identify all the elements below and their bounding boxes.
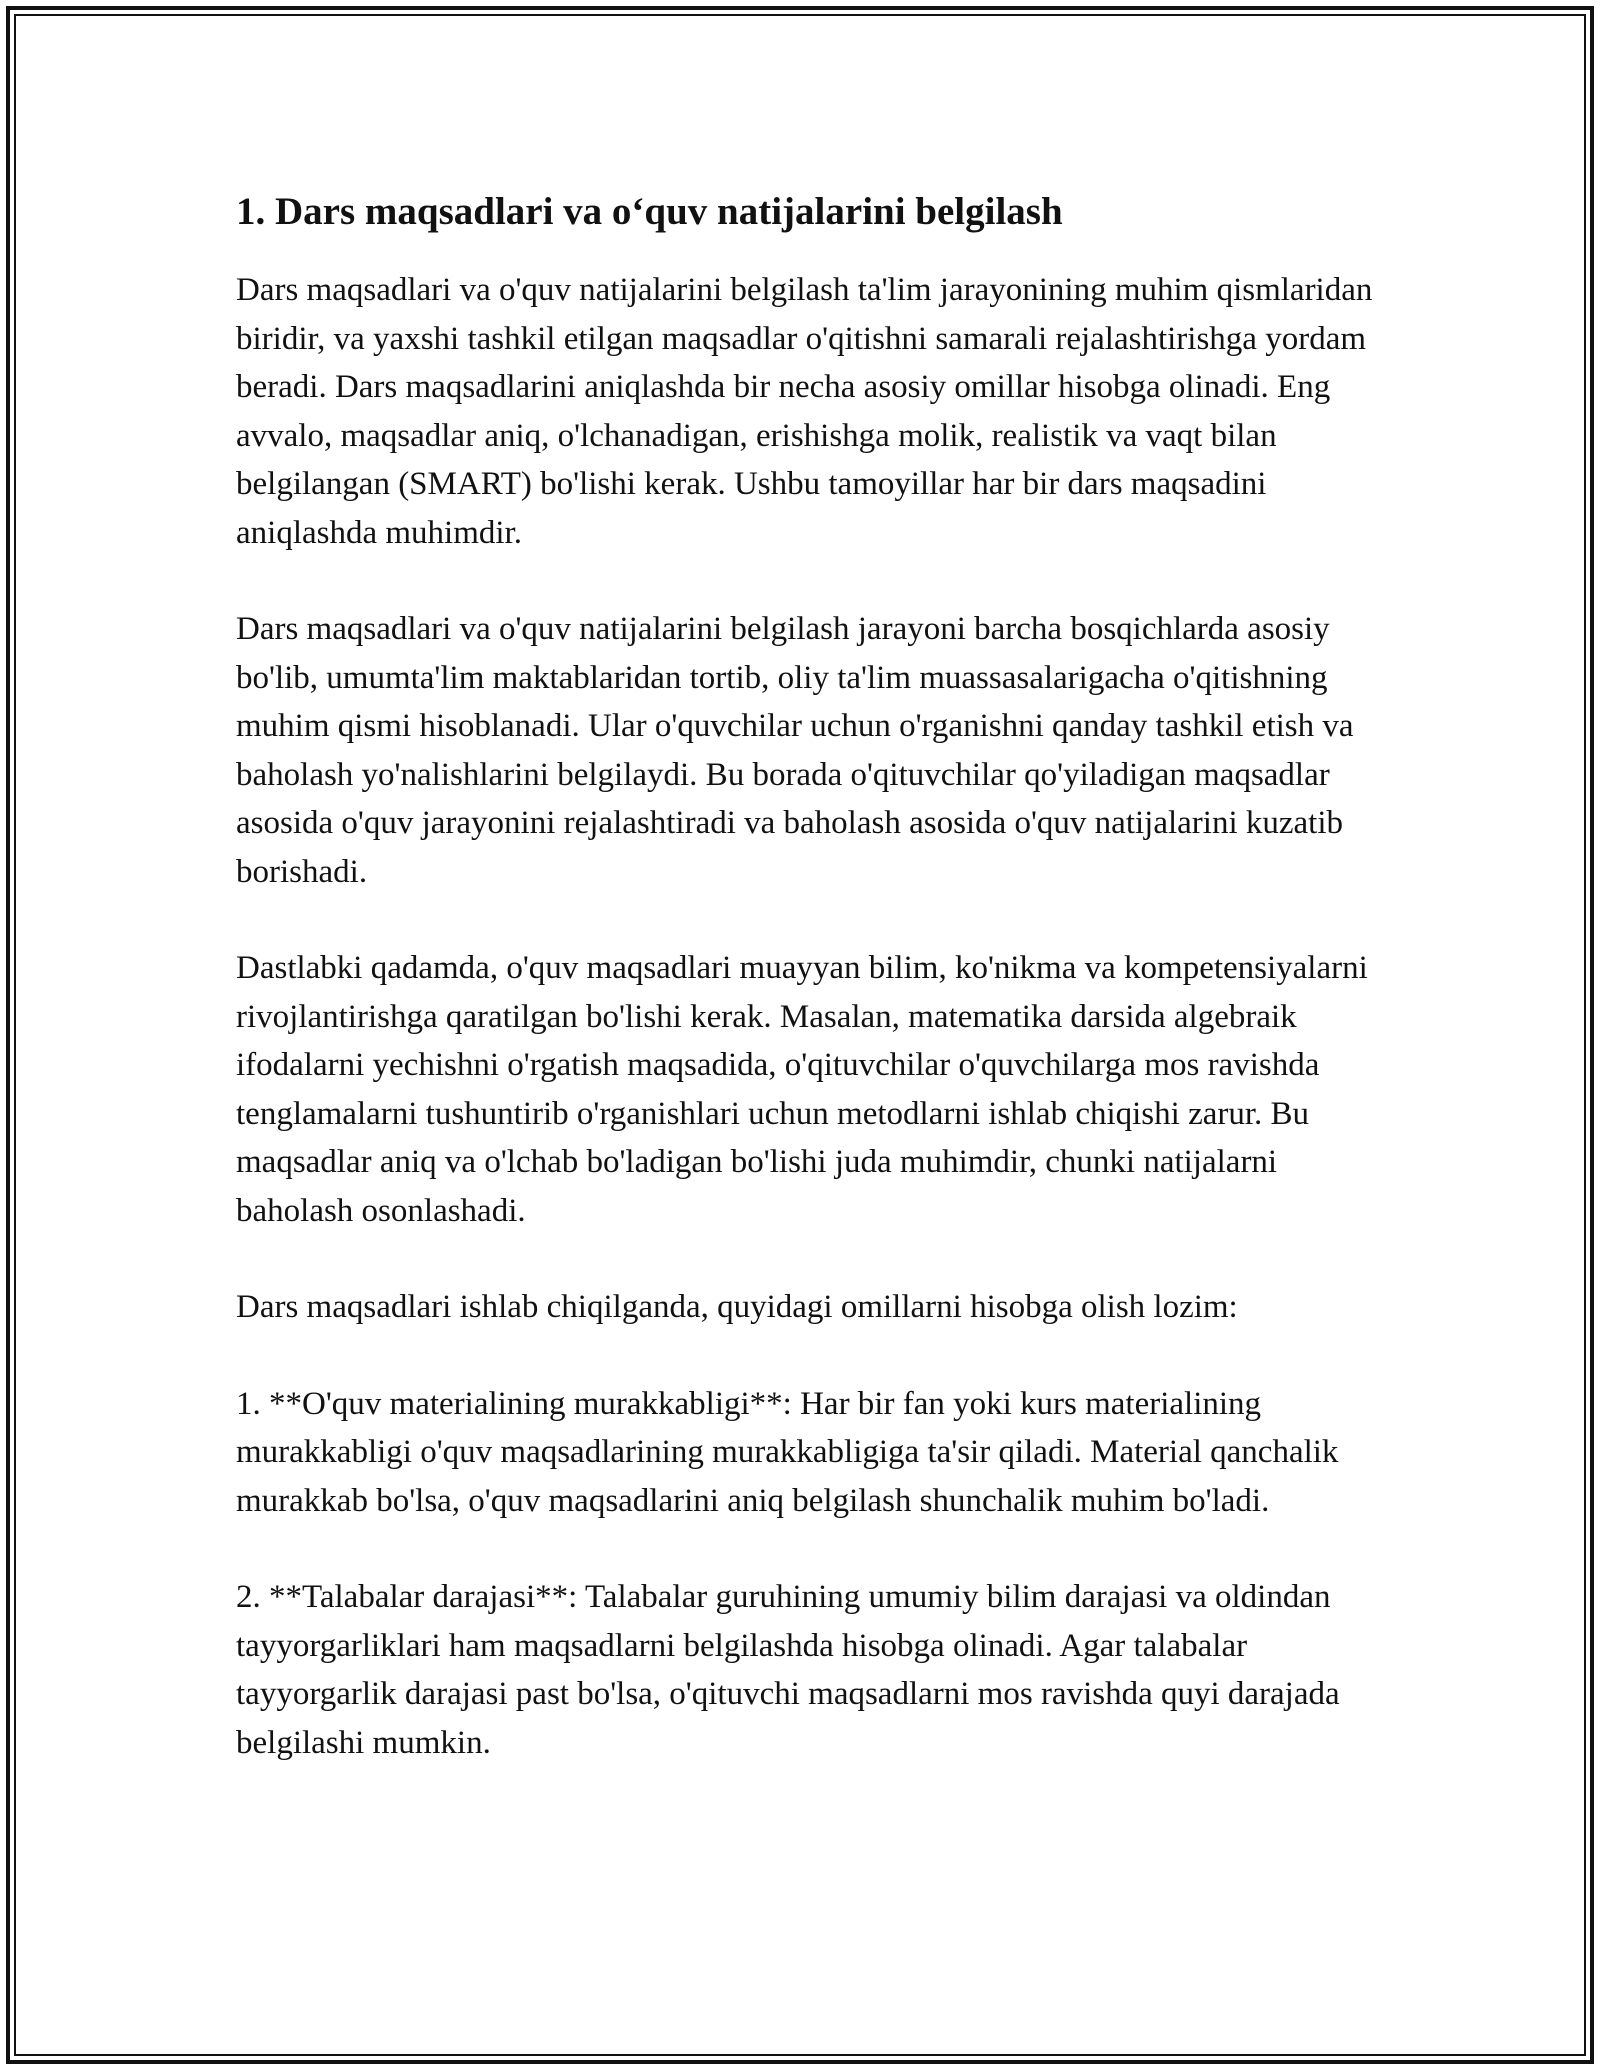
section-heading: 1. Dars maqsadlari va o‘quv natijalarini belgilash [236, 190, 1063, 233]
document-body [236, 186, 1376, 1815]
list-item-material-complexity: 1. **O'quv materialining murakkabligi**: Har bir fan yoki kurs materialining murakkabligi o'quv maqsadlarining murakkabligiga ta'sir qiladi. Material qanchalik murakkab bo'lsa, o'quv maqsadlarini aniq belgilash shunchalik muhim bo'ladi. [236, 1385, 1339, 1519]
paragraph-first-step: Dastlabki qadamda, o'quv maqsadlari muayyan bilim, ko'nikma va kompetensiyalarni rivojlantirishga qaratilgan bo'lishi kerak. Masalan, matematika darsida algebraik ifodalarni yechishni o'rgatish maqsadida, o'qituvchilar o'quvchilarga mos ravishda tenglamalarni tushuntirib o'rganishlari uchun metodlarni ishlab chiqishi zarur. Bu maqsadlar aniq va o'lchab bo'ladigan bo'lishi juda muhimdir, chunki natijalarni baholash osonlashadi. [236, 950, 1368, 1229]
paragraph-goal-process: Dars maqsadlari va o'quv natijalarini belgilash jarayoni barcha bosqichlarda asosiy bo'lib, umumta'lim maktablaridan tortib, oliy ta'lim muassasalarigacha o'qitishning muhim qismi hisoblanadi. Ular o'quvchilar uchun o'rganishni qanday tashkil etish va baholash yo'nalishlarini belgilaydi. Bu borada o'qituvchilar qo'yiladigan maqsadlar asosida o'quv jarayonini rejalashtiradi va baholash asosida o'quv natijalarini kuzatib borishadi. [236, 611, 1354, 890]
list-item-student-level: 2. **Talabalar darajasi**: Talabalar guruhining umumiy bilim darajasi va oldindan tayyorgarliklari ham maqsadlarni belgilashda hisobga olinadi. Agar talabalar tayyorgarlik darajasi past bo'lsa, o'qituvchi maqsadlarni mos ravishda quyi darajada belgilashi mumkin. [236, 1579, 1340, 1761]
paragraph-smart-goals: Dars maqsadlari va o'quv natijalarini belgilash ta'lim jarayonining muhim qismlaridan biridir, va yaxshi tashkil etilgan maqsadlar o'qitishni samarali rejalashtirishga yordam beradi. Dars maqsadlarini aniqlashda bir necha asosiy omillar hisobga olinadi. Eng avvalo, maqsadlar aniq, o'lchanadigan, erishishga molik, realistik va vaqt bilan belgilangan (SMART) bo'lishi kerak. Ushbu tamoyillar har bir dars maqsadini aniqlashda muhimdir. [236, 272, 1373, 551]
paragraph-factors-intro: Dars maqsadlari ishlab chiqilganda, quyidagi omillarni hisobga olish lozim: [236, 1289, 1238, 1325]
